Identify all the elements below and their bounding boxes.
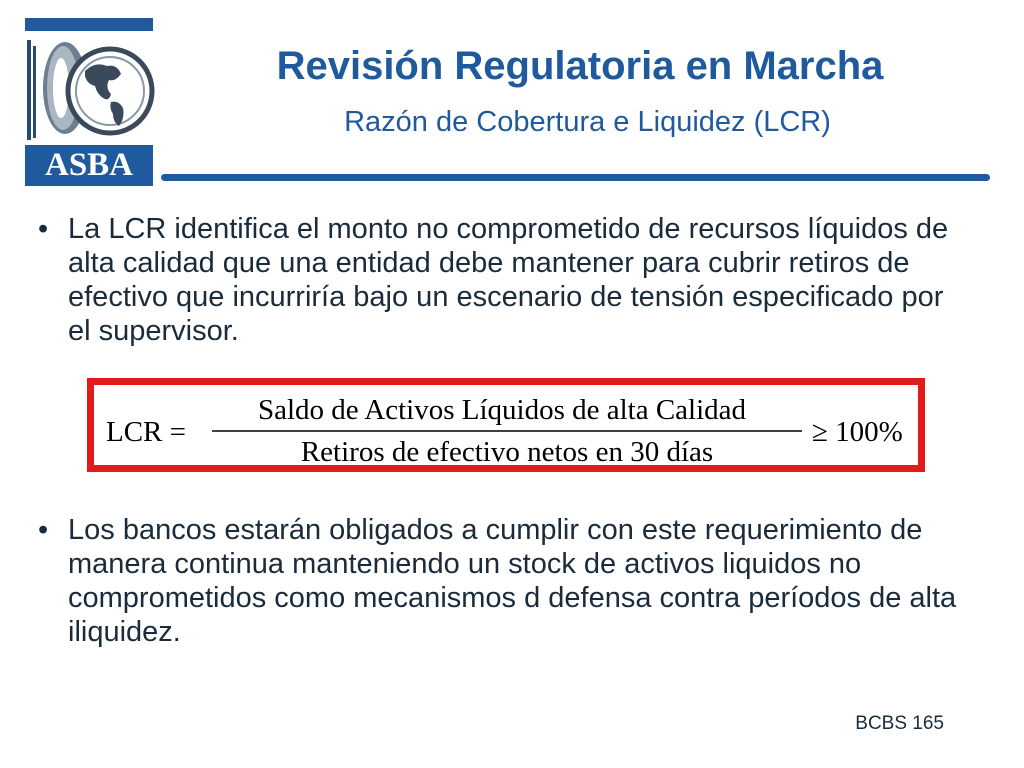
asba-logo bbox=[25, 18, 155, 186]
formula-lhs: LCR = bbox=[106, 416, 187, 448]
page-title: Revisión Regulatoria en Marcha bbox=[276, 44, 884, 88]
bullet-text: Los bancos estarán obligados a cumplir con este requerimiento de manera continua manteniendo un stock de activos liquidos no comprometidos como mecanismos d defensa contra períodos de alta iliquidez. bbox=[68, 514, 957, 648]
bullet-item-1 bbox=[38, 212, 968, 348]
formula-denominator: Retiros de efectivo netos en 30 días bbox=[300, 436, 714, 465]
bullet-marker: • bbox=[38, 514, 49, 546]
lcr-formula bbox=[94, 385, 918, 465]
formula-rhs: ≥ 100% bbox=[812, 416, 903, 448]
footer-reference: BCBS 165 bbox=[855, 713, 944, 734]
bullet-text: La LCR identifica el monto no comprometido de recursos líquidos de alta calidad que una entidad debe mantener para cubrir retiros de efectivo que incurriría bajo un escenario de tensión especificado por el supervisor. bbox=[68, 213, 949, 347]
header-divider bbox=[161, 174, 990, 181]
bullet-item-2 bbox=[38, 513, 968, 649]
lcr-formula-box bbox=[87, 378, 925, 472]
logo-top-bar bbox=[25, 18, 153, 31]
page-subtitle: Razón de Cobertura e Liquidez (LCR) bbox=[344, 106, 831, 138]
formula-numerator: Saldo de Activos Líquidos de alta Calidad bbox=[257, 394, 747, 426]
globe-emblem-icon bbox=[25, 36, 155, 154]
bullet-marker: • bbox=[38, 213, 49, 245]
logo-wordmark: ASBA bbox=[25, 145, 153, 186]
